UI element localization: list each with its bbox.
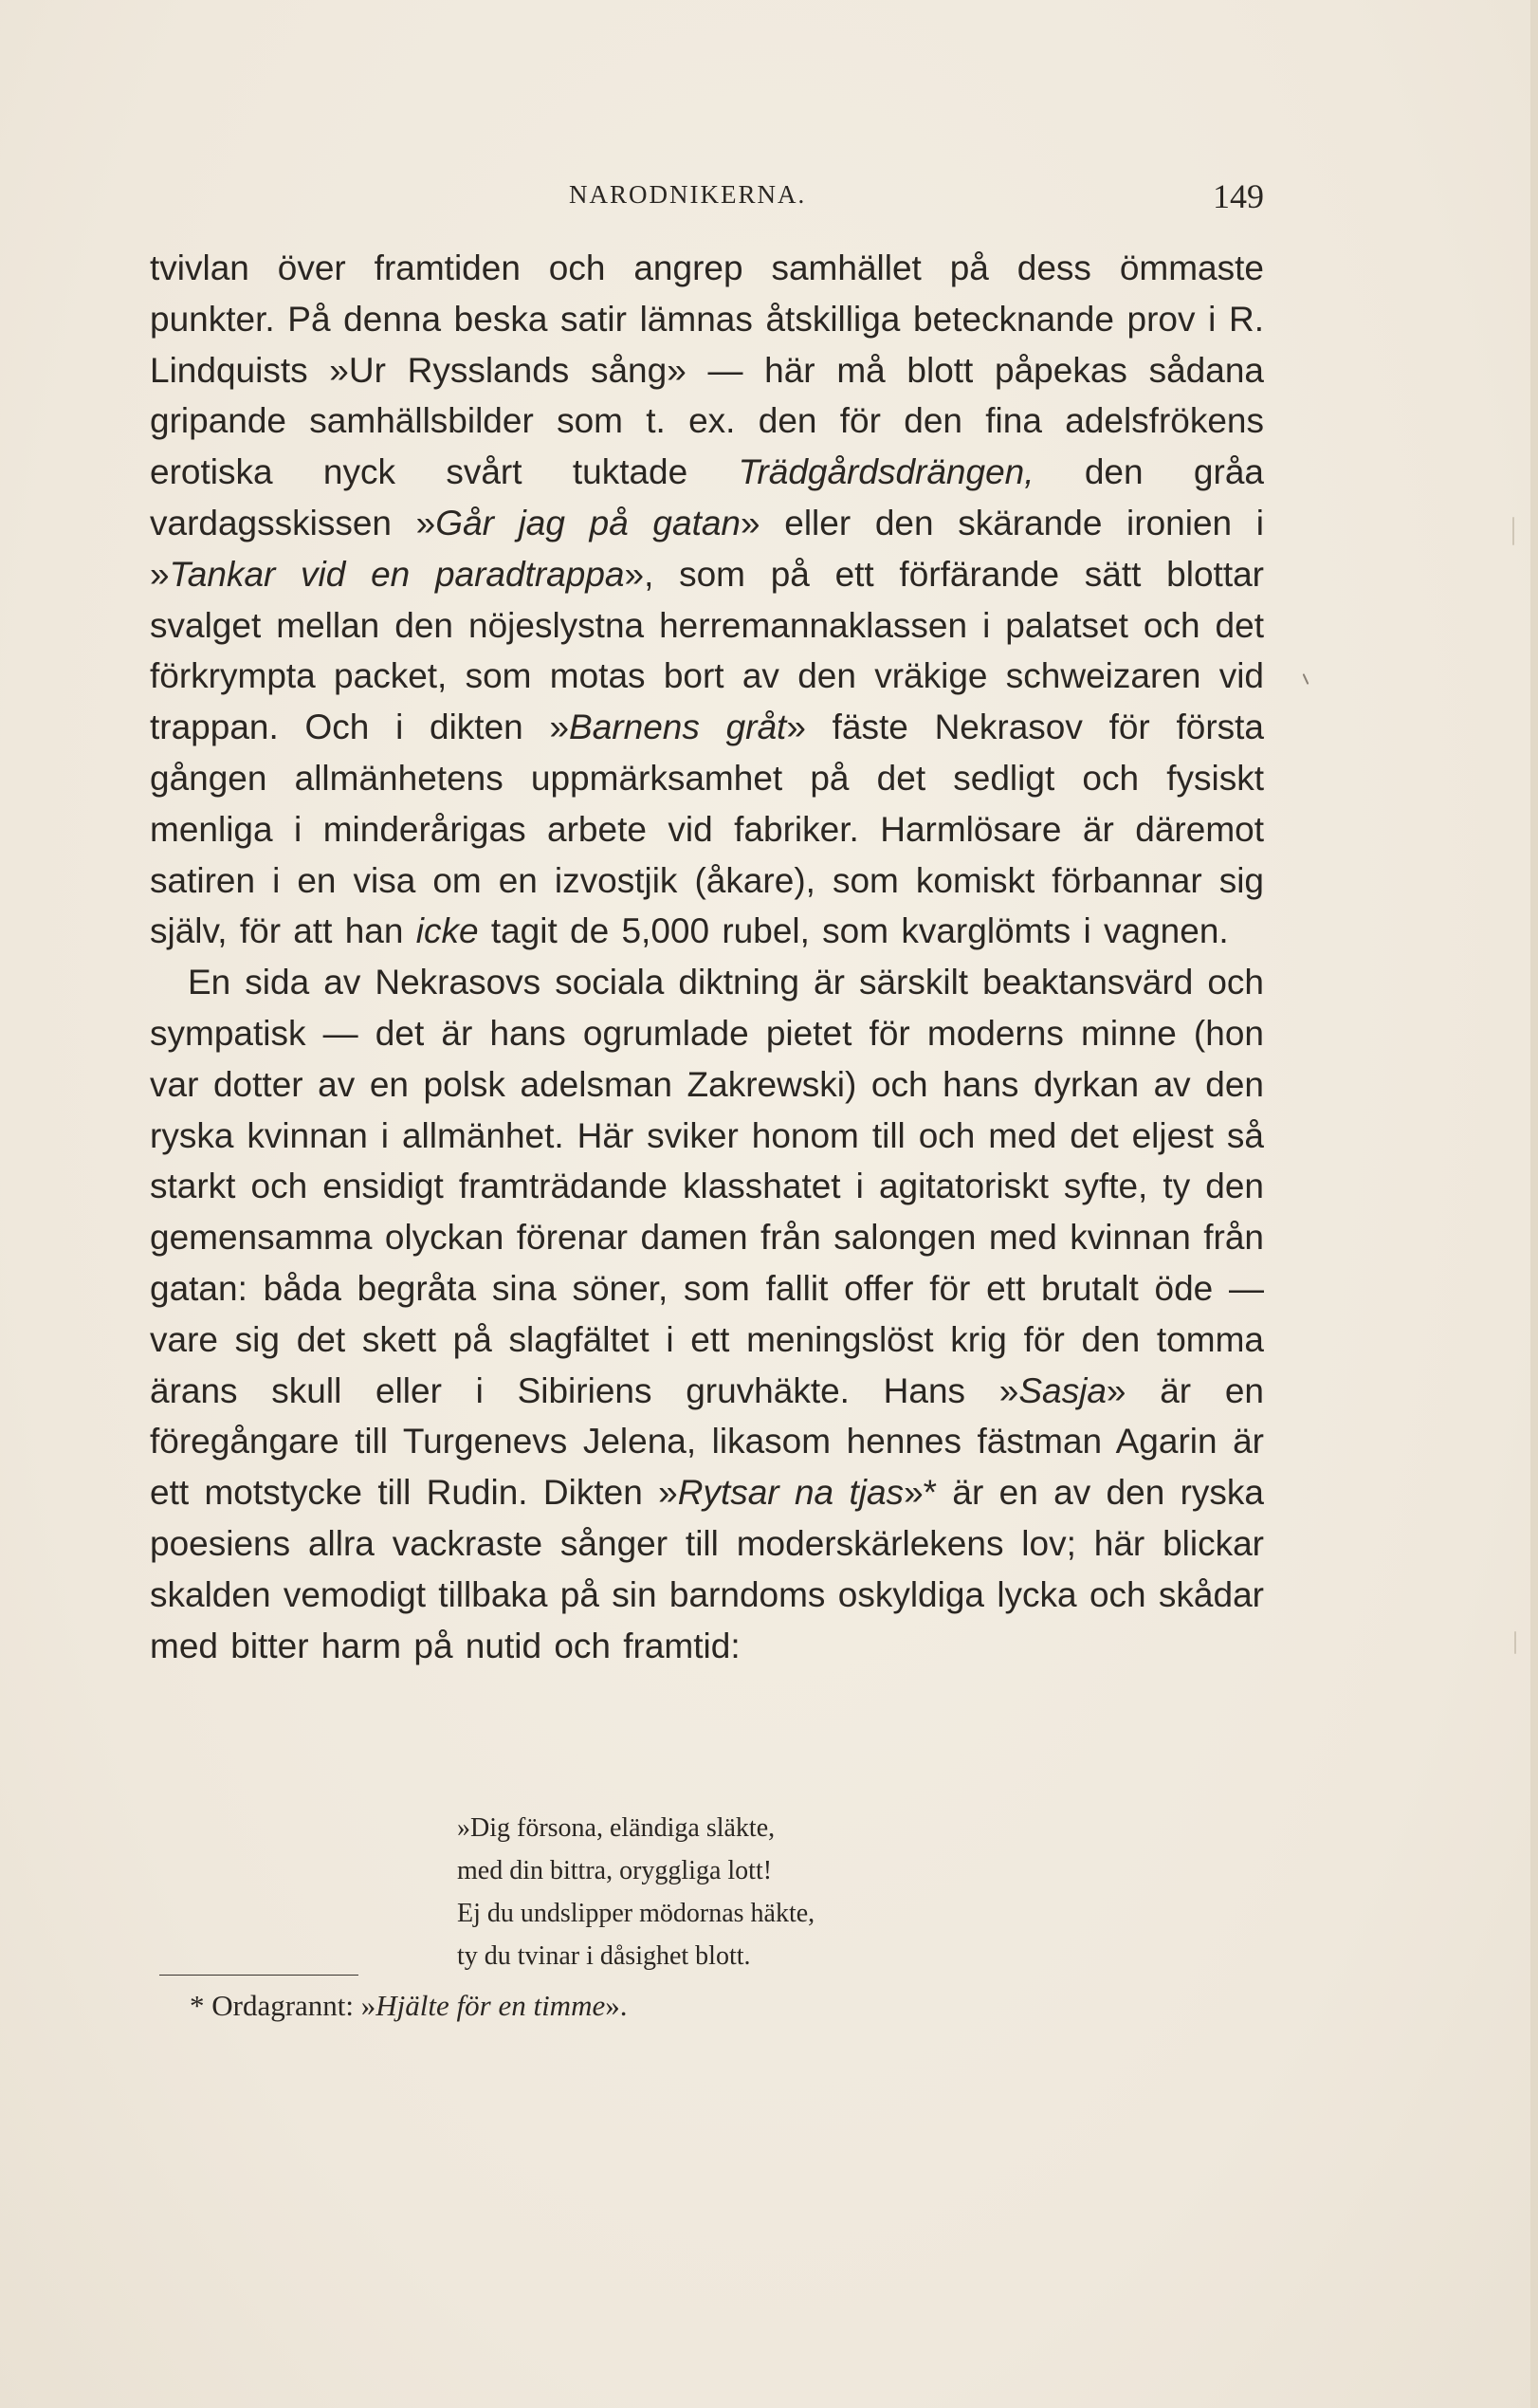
text-run: » är en föregångare till Turgenevs Jelena, likasom hennes fästman Agarin är ett motstycke till Rudin. Dikten »	[150, 1370, 1264, 1513]
paper-speck	[1512, 517, 1514, 545]
footnote-end: ».	[605, 1989, 628, 2022]
poem-line: »Dig försona, eländiga släkte,	[457, 1813, 776, 1843]
poem-line: med din bittra, oryggliga lott!	[457, 1856, 773, 1885]
running-head: NARODNIKERNA.	[569, 180, 807, 209]
italic-title: Barnens gråt	[569, 708, 787, 747]
paper-speck	[1303, 673, 1309, 685]
italic-title: Går jag på gatan	[435, 503, 742, 542]
italic-title: Tankar vid en paradtrappa	[169, 554, 625, 594]
footnote-title: Hjälte för en timme	[375, 1989, 606, 2022]
text-run: », som på ett förfärande sätt blottar svalget mellan den nöjeslystna herremannaklassen i palatset och det förkrympta packet, som motas bort av den vräkige schweizaren vid trappan. Och i dikten »	[150, 554, 1264, 747]
page-edge-shadow	[1530, 0, 1538, 2408]
paragraph-2	[150, 957, 1264, 1671]
italic-word: icke	[415, 911, 479, 951]
page-number: 149	[1213, 177, 1264, 215]
poem-line: Ej du undslipper mödornas häkte,	[457, 1899, 815, 1928]
footnote	[190, 1989, 627, 2023]
text-run: » eller den skärande ironien i »	[150, 503, 1265, 594]
italic-title: Trädgårdsdrängen,	[738, 452, 1034, 492]
text-run: En sida av Nekrasovs sociala diktning är särskilt beaktansvärd och sympatisk — det är hans ogrumlade pietet för moderns minne (hon var dotter av en polsk adelsman Zakrewski) och hans dyrkan av den ryska kvinnan i allmänhet. Här sviker honom till och med det eljest så starkt och ensidigt framträdande klasshatet i agitatoriskt syfte, ty den gemensamma olyckan förenar damen från salongen med kvinnan från gatan: båda begråta sina söner, som fallit offer för ett brutalt öde — vare sig det skett på slagfältet i ett meningslöst krig för den tomma ärans skull eller i Sibiriens gruvhäkte. Hans »	[150, 963, 1264, 1410]
italic-title: Sasja	[1018, 1370, 1107, 1410]
page-header	[150, 176, 1264, 218]
paragraph-1	[150, 243, 1264, 957]
paper-speck	[1514, 1631, 1516, 1654]
poem-quote	[457, 1807, 815, 1977]
italic-title: Rytsar na tjas	[677, 1473, 905, 1513]
poem-line: ty du tvinar i dåsighet blott.	[457, 1941, 751, 1971]
body-text	[150, 243, 1264, 1671]
footnote-marker: * Ordagrannt: »	[190, 1989, 376, 2022]
text-run: » fäste Nekrasov för första gången allmänhetens uppmärksamhet på det sedligt och fysiskt menliga i minderårigas arbete vid fabriker. Harmlösare är däremot satiren i en visa om en izvostjik (åkare), som komiskt förbannar sig själv, för att han	[150, 708, 1265, 951]
text-run: tagit de 5,000 rubel, som kvarglömts i vagnen.	[478, 911, 1229, 951]
text-run: »* är en av den ryska poesiens allra vackraste sånger till moderskärlekens lov; här blickar skalden vemodigt tillbaka på sin barndoms oskyldiga lycka och skådar med bitter harm på nutid och framtid:	[150, 1473, 1265, 1665]
footnote-rule	[159, 1975, 358, 1976]
text-run: den gråa vardagsskissen »	[150, 452, 1264, 542]
text-run: tvivlan över framtiden och angrep samhället på dess ömmaste punkter. På denna beska satir lämnas åtskilliga betecknande prov i R. Lindquists »Ur Rysslands sång» — här må blott påpekas sådana gripande samhällsbilder som t. ex. den för den fina adelsfrökens erotiska nyck svårt tuktade	[150, 248, 1264, 492]
